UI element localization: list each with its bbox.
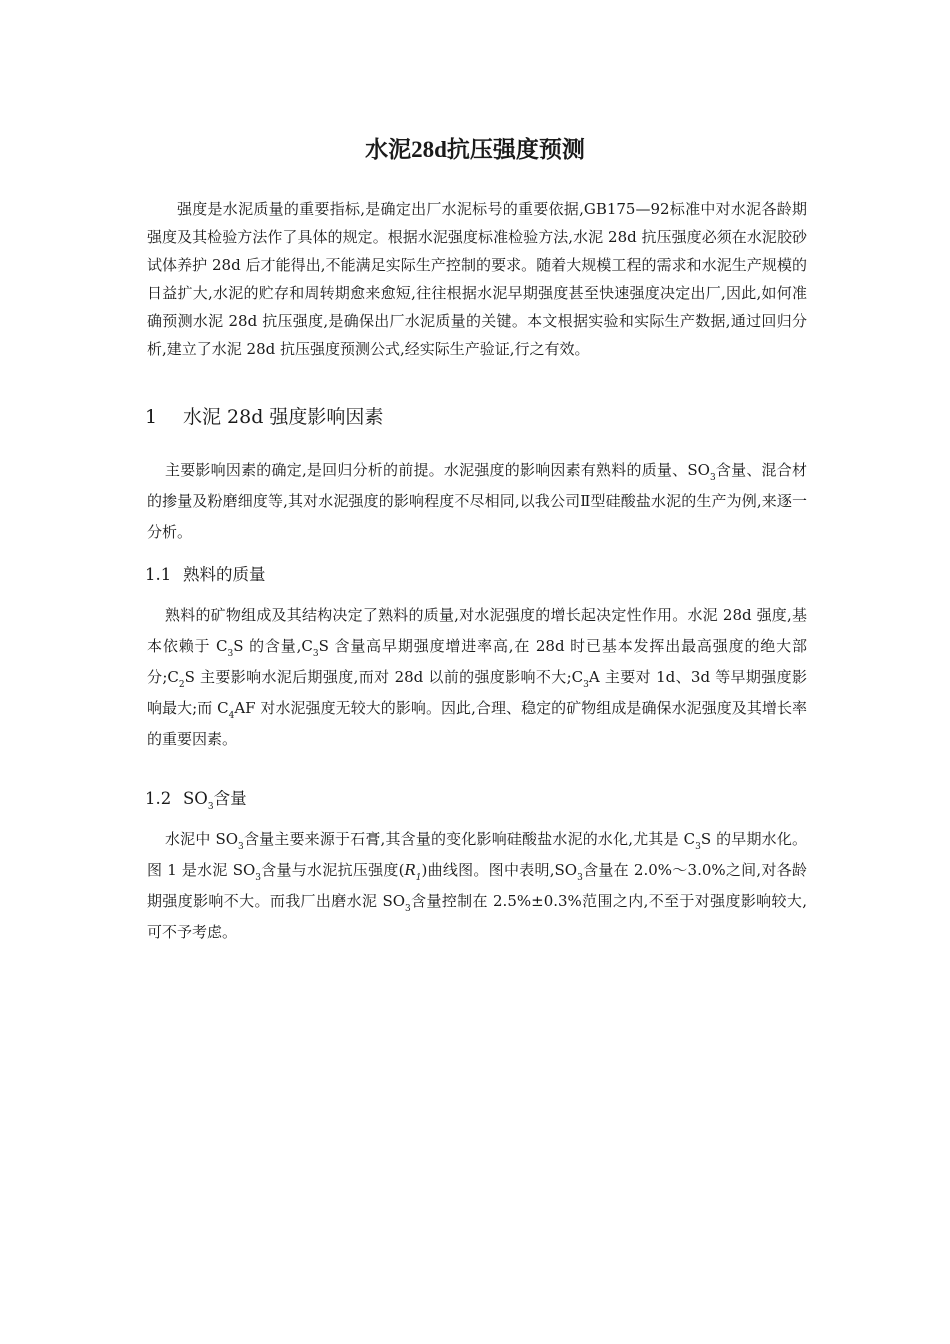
text-run: AF 对水泥强度无较大的影响。因此,合理、稳定的矿物组成是确保水泥强度及其增长率的重要因素。 bbox=[147, 699, 807, 748]
section-1-2-heading bbox=[145, 786, 247, 812]
section-1-2-paragraph bbox=[147, 824, 807, 948]
intro-paragraph: 强度是水泥质量的重要指标,是确定出厂水泥标号的重要依据,GB175—92标准中对水泥各龄期强度及其检验方法作了具体的规定。根据水泥强度标准检验方法,水泥 28d 抗压强度必须在水泥胶砂试体养护 28d 后才能得出,不能满足实际生产控制的要求。随着大规模工程的需求和水泥生产规模的日益扩大,水泥的贮存和周转期愈来愈短,往往根据水泥早期强度甚至快速强度决定出厂,因此,如何准确预测水泥 28d 抗压强度,是确保出厂水泥质量的关键。本文根据实验和实际生产数据,通过回归分析,建立了水泥 28d 抗压强度预测公式,经实际生产验证,行之有效。 bbox=[147, 200, 807, 358]
subscript: 3 bbox=[312, 649, 319, 659]
section-1-heading bbox=[145, 402, 383, 432]
section-1-2-title-sub: 3 bbox=[207, 802, 214, 812]
text-run: S 的含量,C bbox=[233, 637, 313, 655]
title-post: 抗压强度预测 bbox=[446, 136, 585, 164]
section-1-1-heading bbox=[145, 562, 266, 588]
section-1-1-paragraph bbox=[147, 600, 807, 755]
italic-variable: R bbox=[404, 861, 416, 879]
subscript: 2 bbox=[178, 680, 185, 690]
subscript: 3 bbox=[583, 680, 589, 690]
text-run: 水泥中 SO bbox=[165, 830, 239, 848]
section-1-2-number: 1.2 bbox=[145, 789, 172, 808]
subscript: 3 bbox=[255, 873, 261, 883]
subscript: 3 bbox=[577, 873, 583, 883]
text-run: S 含量高早期强度增进率高,在 28d 时已基本发挥出最高强度的绝大部分;C bbox=[147, 637, 807, 686]
title-bold: 28d bbox=[411, 137, 447, 163]
text-run: 含量与水泥抗压强度( bbox=[261, 861, 405, 879]
text-run: 主要影响因素的确定,是回归分析的前提。水泥强度的影响因素有熟料的质量、SO bbox=[165, 461, 710, 479]
subscript: 3 bbox=[709, 473, 716, 483]
text-run: S 主要影响水泥后期强度,而对 28d 以前的强度影响不大;C bbox=[184, 668, 584, 686]
section-1-2-title-b: 含量 bbox=[213, 789, 247, 808]
subscript: 3 bbox=[238, 842, 244, 852]
text-run: )曲线图。图中表明,SO bbox=[421, 861, 578, 879]
section-1-1-number: 1.1 bbox=[145, 565, 172, 584]
text-run: 含量控制在 2.5%±0.3%范围之内,不至于对强度影响较大,可不予考虑。 bbox=[147, 892, 808, 941]
subscript: 3 bbox=[695, 842, 701, 852]
text-run: 熟料的矿物组成及其结构决定了熟料的质量,对水泥强度的增长起决定性作用。水泥 28d 强度,基本依赖于 C bbox=[147, 606, 807, 655]
text-run: 含量在 2.0%～3.0%之间,对各龄期强度影响不大。而我厂出磨水泥 SO bbox=[147, 861, 807, 910]
section-1-paragraph bbox=[147, 455, 807, 548]
text-run: 含量、混合材的掺量及粉磨细度等,其对水泥强度的影响程度不尽相同,以我公司Ⅱ型硅酸盐水泥的生产为例,来逐一分析。 bbox=[147, 461, 807, 541]
section-1-title: 水泥 28d 强度影响因素 bbox=[183, 406, 384, 428]
section-1-number: 1 bbox=[145, 406, 158, 428]
subscript: 4 bbox=[228, 711, 235, 721]
subscript: 1 bbox=[415, 873, 422, 883]
section-1-2-title-a: SO bbox=[183, 789, 208, 808]
text-run: S 的早期水化。图 1 是水泥 SO bbox=[147, 830, 807, 879]
text-run: 含量主要来源于石膏,其含量的变化影响硅酸盐水泥的水化,尤其是 C bbox=[243, 830, 696, 848]
subscript: 3 bbox=[227, 649, 234, 659]
document-title bbox=[0, 133, 950, 167]
subscript: 3 bbox=[405, 904, 411, 914]
text-run: A 主要对 1d、3d 等早期强度影响最大;而 C bbox=[147, 668, 807, 717]
title-pre: 水泥 bbox=[365, 136, 412, 164]
section-1-1-title: 熟料的质量 bbox=[183, 565, 266, 584]
